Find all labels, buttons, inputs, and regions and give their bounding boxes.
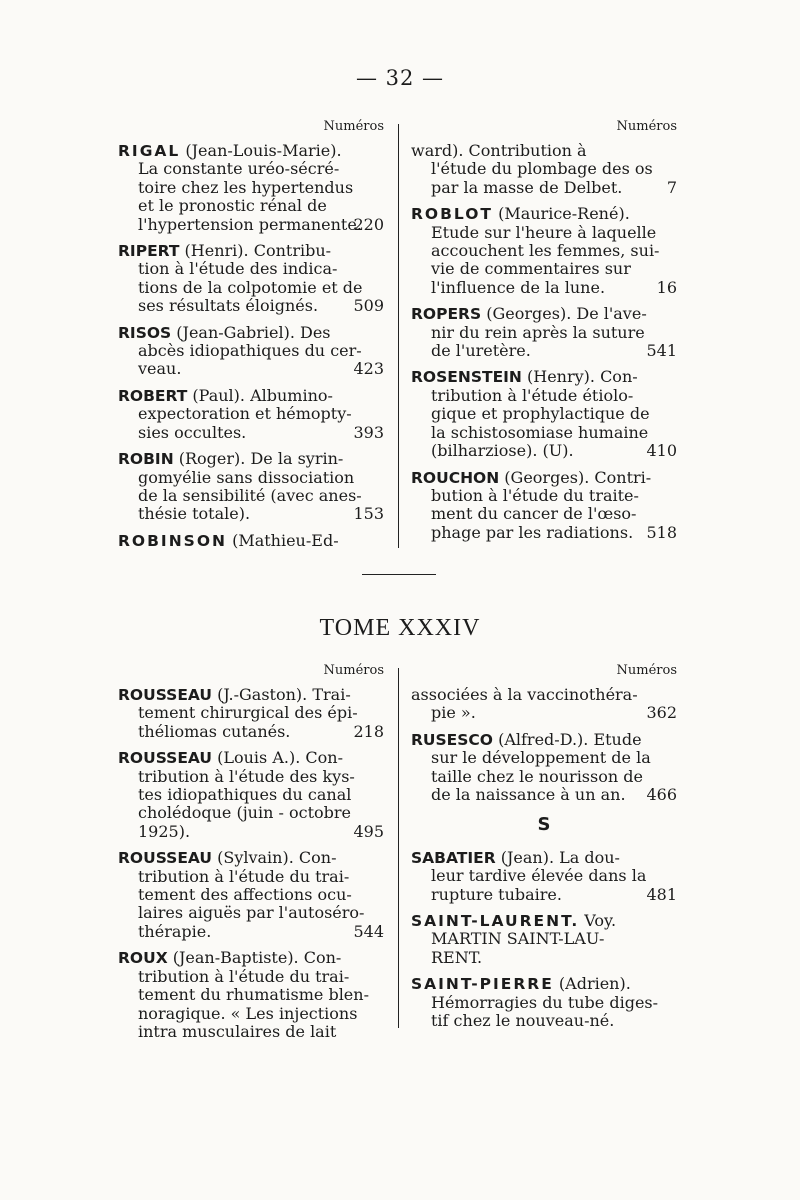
section1-right-column xyxy=(411,118,677,550)
entry-text-line: tement des affections ocu- xyxy=(138,885,352,905)
author-name: SABATIER xyxy=(411,848,496,867)
entry-text-line: cholédoque (juin - octobre xyxy=(138,803,351,823)
entry-heading xyxy=(118,450,384,468)
entry-number: 153 xyxy=(353,504,384,524)
entry-number: 7 xyxy=(666,177,677,197)
index-entry xyxy=(118,450,384,524)
entry-number: 541 xyxy=(646,341,677,361)
section1-left-column xyxy=(118,118,384,558)
entry-text-line: de l'uretère. xyxy=(431,341,531,361)
entry-text-line: bution à l'étude du traite- xyxy=(431,485,639,505)
entry-number: 544 xyxy=(353,921,384,941)
section-divider xyxy=(362,574,436,575)
entry-title: (Jean-Gabriel). Des xyxy=(171,322,331,342)
author-name: ROUSSEAU xyxy=(118,686,213,704)
index-entry xyxy=(411,975,677,1030)
entry-text-line: l'influence de la lune. xyxy=(431,277,606,297)
entry-text-line: tes idiopathiques du canal xyxy=(138,785,352,805)
entry-text-line: (bilharziose). (U). xyxy=(431,441,574,461)
author-name: SAINT-LAURENT. xyxy=(411,912,580,931)
entry-text-line: tement du rhumatisme blen- xyxy=(138,985,369,1005)
entry-number: 220 xyxy=(353,214,384,234)
tome-title: TOME XXXIV xyxy=(319,615,481,641)
entry-heading xyxy=(411,912,677,930)
column-divider xyxy=(398,668,399,1028)
entry-text-line: intra musculaires de lait xyxy=(138,1021,337,1041)
index-entry xyxy=(118,324,384,379)
entry-text-line: phage par les radiations. xyxy=(431,522,634,542)
index-entry xyxy=(411,142,677,197)
section-letter: S xyxy=(537,814,551,836)
entry-text-line: La constante uréo-sécré- xyxy=(138,159,340,179)
index-entry xyxy=(411,912,677,967)
index-entry xyxy=(411,205,677,297)
entry-text-line: laires aiguës par l'autoséro- xyxy=(138,903,365,923)
entry-number: 481 xyxy=(646,884,677,904)
entry-text-line: veau. xyxy=(138,359,182,379)
index-entry xyxy=(118,387,384,442)
column-header: Numéros xyxy=(616,119,677,134)
author-name: ROUCHON xyxy=(411,468,500,487)
entry-heading xyxy=(118,849,384,867)
page-number: — 32 — xyxy=(355,66,445,90)
entry-number: 518 xyxy=(646,522,677,542)
entry-text-line: MARTIN SAINT-LAU- xyxy=(431,929,605,949)
entry-heading xyxy=(411,469,677,487)
entry-heading xyxy=(411,368,677,386)
entry-heading xyxy=(118,142,384,160)
entry-title: (Jean). La dou- xyxy=(495,847,620,867)
entry-text-line: ses résultats éloignés. xyxy=(138,296,319,316)
entry-heading xyxy=(118,532,384,550)
column-divider xyxy=(398,124,399,548)
entry-text-line: thésie totale). xyxy=(138,504,251,524)
entry-number: 495 xyxy=(353,821,384,841)
entry-heading xyxy=(118,324,384,342)
author-name: SAINT-PIERRE xyxy=(411,975,554,994)
entry-heading xyxy=(118,242,384,260)
index-entry xyxy=(411,469,677,543)
entry-text-line: de la sensibilité (avec anes- xyxy=(138,485,362,505)
entry-text-line: ward). Contribution à xyxy=(411,141,587,160)
entry-text-line: tribution à l'étude du trai- xyxy=(138,966,350,986)
entry-text-line: tribution à l'étude du trai- xyxy=(138,866,350,886)
entry-text-line: pie ». xyxy=(431,703,476,723)
entry-title: (Adrien). xyxy=(553,974,631,994)
author-name: RIPERT xyxy=(118,242,180,261)
entry-title: (Henry). Con- xyxy=(521,367,638,387)
entry-text-line: leur tardive élevée dans la xyxy=(431,866,647,886)
author-name: ROSENSTEIN xyxy=(411,368,522,387)
entry-title: (Alfred-D.). Etude xyxy=(493,729,642,749)
entry-text-line: accouchent les femmes, sui- xyxy=(431,241,660,261)
entry-text-line: la schistosomiase humaine xyxy=(431,422,649,442)
entry-text-line: gomyélie sans dissociation xyxy=(138,467,355,487)
entry-title: (Sylvain). Con- xyxy=(212,848,337,868)
entry-title: (Georges). De l'ave- xyxy=(481,304,647,324)
entry-text-line: expectoration et hémopty- xyxy=(138,404,352,424)
index-entry xyxy=(118,749,384,841)
entry-text-line: 1925). xyxy=(138,821,191,841)
column-header: Numéros xyxy=(323,663,384,678)
author-name: ROUX xyxy=(118,949,168,968)
index-entry xyxy=(118,242,384,316)
entry-title: (Henri). Contribu- xyxy=(179,241,332,261)
entry-title: (Georges). Contri- xyxy=(499,467,652,487)
entry-text-line: thérapie. xyxy=(138,921,212,941)
column-header: Numéros xyxy=(616,663,677,678)
entry-text-line: abcès idiopathiques du cer- xyxy=(138,341,362,361)
author-name: ROBLOT xyxy=(411,205,493,224)
author-name: ROPERS xyxy=(411,305,482,324)
entry-heading xyxy=(118,387,384,405)
entry-text-line: RENT. xyxy=(431,947,483,967)
entry-title: (Louis A.). Con- xyxy=(212,748,343,768)
entry-heading xyxy=(411,205,677,223)
entry-text-line: tribution à l'étude des kys- xyxy=(138,766,355,786)
entry-number: 466 xyxy=(646,785,677,805)
entry-text-line: rupture tubaire. xyxy=(431,884,562,904)
index-entry xyxy=(118,142,384,234)
author-name: ROBINSON xyxy=(118,531,227,550)
section2-left-column xyxy=(118,662,384,1049)
entry-text-line: par la masse de Delbet. xyxy=(431,177,623,197)
entry-title: (Mathieu-Ed- xyxy=(226,530,339,550)
entry-number: 423 xyxy=(353,359,384,379)
author-name: ROBIN xyxy=(118,450,174,469)
entry-text-line: toire chez les hypertendus xyxy=(138,177,354,197)
index-entry xyxy=(118,686,384,741)
entry-text-line: et le pronostic rénal de xyxy=(138,196,327,216)
entry-text-line: noragique. « Les injections xyxy=(138,1003,358,1023)
entry-text-line: vie de commentaires sur xyxy=(431,259,631,279)
entry-heading xyxy=(118,949,384,967)
author-name: ROBERT xyxy=(118,386,188,405)
index-entry xyxy=(118,949,384,1041)
entry-text-line: tement chirurgical des épi- xyxy=(138,703,358,723)
entry-title: (Roger). De la syrin- xyxy=(173,449,344,469)
entry-number: 218 xyxy=(353,721,384,741)
index-entry xyxy=(411,686,677,723)
author-name: RISOS xyxy=(118,323,172,342)
entry-text-line: tif chez le nouveau-né. xyxy=(431,1011,615,1031)
entry-number: 393 xyxy=(353,422,384,442)
index-entry xyxy=(411,849,677,904)
entry-title: (Paul). Albumino- xyxy=(187,385,333,405)
entry-text-line: sies occultes. xyxy=(138,422,247,442)
entry-text-line: tribution à l'étude étiolo- xyxy=(431,385,634,405)
entry-text-line: gique et prophylactique de xyxy=(431,404,650,424)
entry-heading xyxy=(411,975,677,993)
entry-heading xyxy=(411,305,677,323)
section2-right-column xyxy=(411,662,677,1039)
author-name: RIGAL xyxy=(118,142,181,160)
column-header: Numéros xyxy=(323,119,384,134)
index-entry xyxy=(411,305,677,360)
entry-text-line: Hémorragies du tube diges- xyxy=(431,992,659,1012)
index-entry xyxy=(411,731,677,805)
entry-heading xyxy=(411,731,677,749)
entry-title: (J.-Gaston). Trai- xyxy=(212,685,351,704)
entry-title: (Maurice-René). xyxy=(493,204,630,224)
entry-text-line: de la naissance à un an. xyxy=(431,785,626,805)
entry-number: 362 xyxy=(646,703,677,723)
entry-text-line: taille chez le nourisson de xyxy=(431,766,643,786)
entry-title: Voy. xyxy=(579,911,617,931)
author-name: ROUSSEAU xyxy=(118,749,213,768)
entry-heading xyxy=(118,686,384,704)
entry-text-line: l'étude du plombage des os xyxy=(431,159,653,179)
entry-heading xyxy=(118,749,384,767)
author-name: RUSESCO xyxy=(411,730,493,749)
entry-heading xyxy=(411,849,677,867)
index-entry xyxy=(118,849,384,941)
entry-text-line: tions de la colpotomie et de xyxy=(138,277,363,297)
entry-title: (Jean-Louis-Marie). xyxy=(180,141,342,160)
entry-text-line: tion à l'étude des indica- xyxy=(138,259,338,279)
entry-text-line: théliomas cutanés. xyxy=(138,721,291,741)
entry-number: 410 xyxy=(646,441,677,461)
entry-text-line: l'hypertension permanente. xyxy=(138,214,362,234)
entry-title: (Jean-Baptiste). Con- xyxy=(167,948,342,968)
entry-text-line: Etude sur l'heure à laquelle xyxy=(431,222,657,242)
entry-number: 509 xyxy=(353,296,384,316)
entry-text-line: ment du cancer de l'œso- xyxy=(431,504,637,524)
author-name: ROUSSEAU xyxy=(118,849,213,868)
index-entry xyxy=(411,368,677,460)
entry-number: 16 xyxy=(656,277,677,297)
index-entry xyxy=(118,532,384,550)
entry-text-line: sur le développement de la xyxy=(431,748,651,768)
entry-text-line: nir du rein après la suture xyxy=(431,322,645,342)
entry-text-line: associées à la vaccinothéra- xyxy=(411,685,638,704)
